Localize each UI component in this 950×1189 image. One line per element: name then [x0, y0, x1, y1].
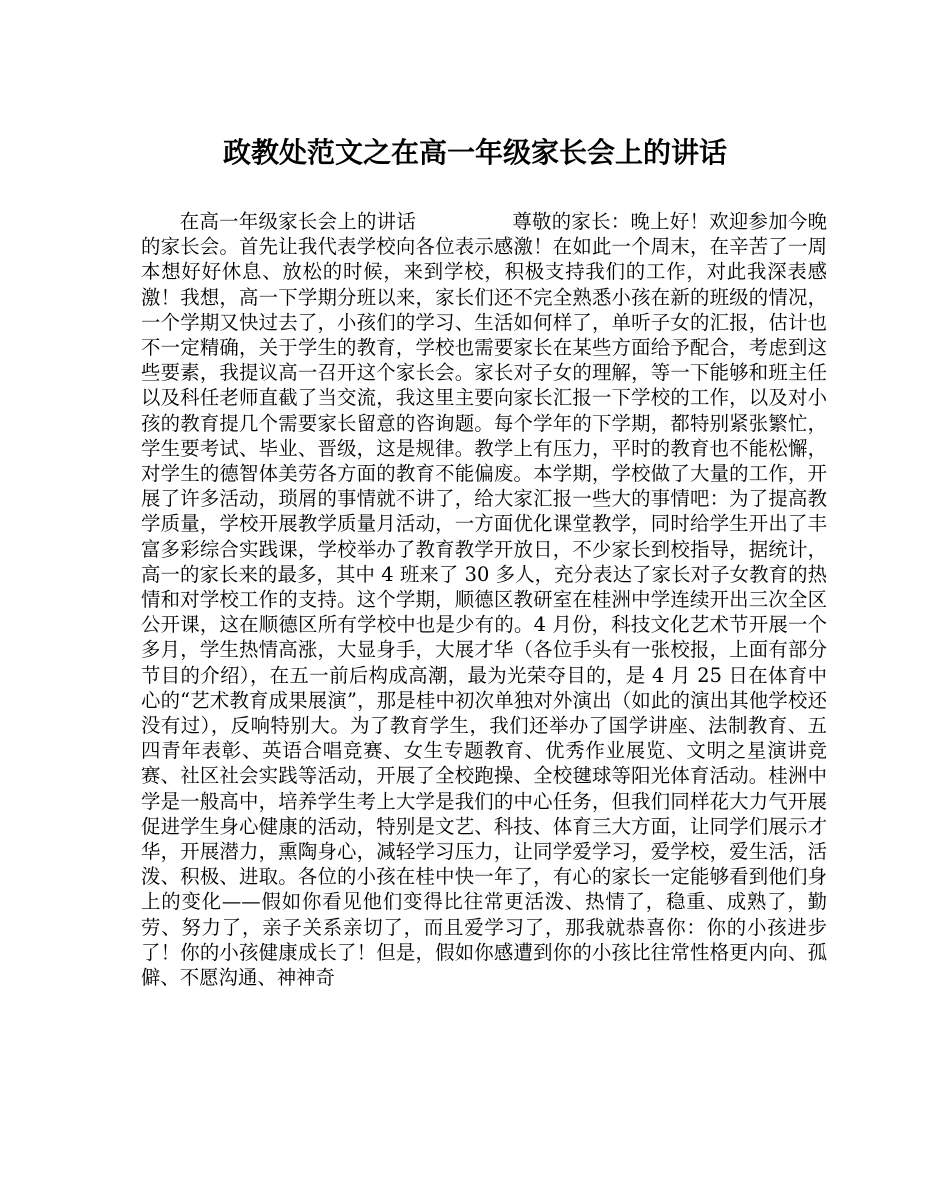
document-title: 政教处范文之在高一年级家长会上的讲话 — [222, 136, 727, 169]
body-text: 尊敬的家长：晚上好！欢迎参加今晚的家长会。首先让我代表学校向各位表示感激！在如此一个周末，在辛苦了一周本想好好休息、放松的时候，来到学校，积极支持我们的工作，对此我深表感激！我想，高一下学期分班以来，家长们还不完全熟悉小孩在新的班级的情况，一个学期又快过去了，小孩们的学习、生活如何样了，单听子女的汇报，估计也不一定精确，关于学生的教育，学校也需要家长在某些方面给予配合，考虑到这些要素，我提议高一召开这个家长会。家长对子女的理解，等一下能够和班主任以及科任老师直截了当交流，我这里主要向家长汇报一下学校的工作，以及对小孩的教育提几个需要家长留意的咨询题。每个学年的下学期，都特别紧张繁忙，学生要考试、毕业、晋级，这是规律。教学上有压力，平时的教育也不能松懈，对学生的德智体美劳各方面的教育不能偏废。本学期，学校做了大量的工作，开展了许多活动，琐屑的事情就不讲了，给大家汇报一些大的事情吧：为了提高教学质量，学校开展教学质量月活动，一方面优化课堂教学，同时给学生开出了丰富多彩综合实践课，学校举办了教育教学开放日，不少家长到校指导，据统计，高一的家长来的最多，其中 4 班来了 30 多人，充分表达了家长对子女教育的热情和对学校工作的支持。这个学期，顺德区教研室在桂洲中学连续开出三次全区公开课，这在顺德区所有学校中也是少有的。4 月份，科技文化艺术节开展一个多月，学生热情高涨，大显身手，大展才华（各位手头有一张校报，上面有部分节目的介绍），在五一前后构成高潮，最为光荣夺目的，是 4 月 25 日在体育中心的“艺术教育成果展演”，那是桂中初次单独对外演出（如此的演出其他学校还没有过），反响特别大。为了教育学生，我们还举办了国学讲座、法制教育、五四青年表彰、英语合唱竞赛、女生专题教育、优秀作业展览、文明之星演讲竞赛、社区社会实践等活动，开展了全校跑操、全校毽球等阳光体育活动。桂洲中学是一般高中，培养学生考上大学是我们的中心任务，但我们同样花大力气开展促进学生身心健康的活动，特别是文艺、科技、体育三大方面，让同学们展示才华，开展潜力，熏陶身心，减轻学习压力，让同学爱学习，爱学校，爱生活，活泼、积极、进取。各位的小孩在桂中快一年了，有心的家长一定能够看到他们身上的变化——假如你看见他们变得比往常更活泼、热情了，稳重、成熟了，勤劳、努力了，亲子关系亲切了，而且爱学习了，那我就恭喜你：你的小孩进步了！你的小孩健康成长了！但是，假如你感遭到你的小孩比往常性格更内向、孤僻、不愿沟通、神神奇 — [141, 210, 828, 990]
document-body — [141, 209, 827, 990]
intro-heading: 在高一年级家长会上的讲话 — [179, 210, 417, 233]
